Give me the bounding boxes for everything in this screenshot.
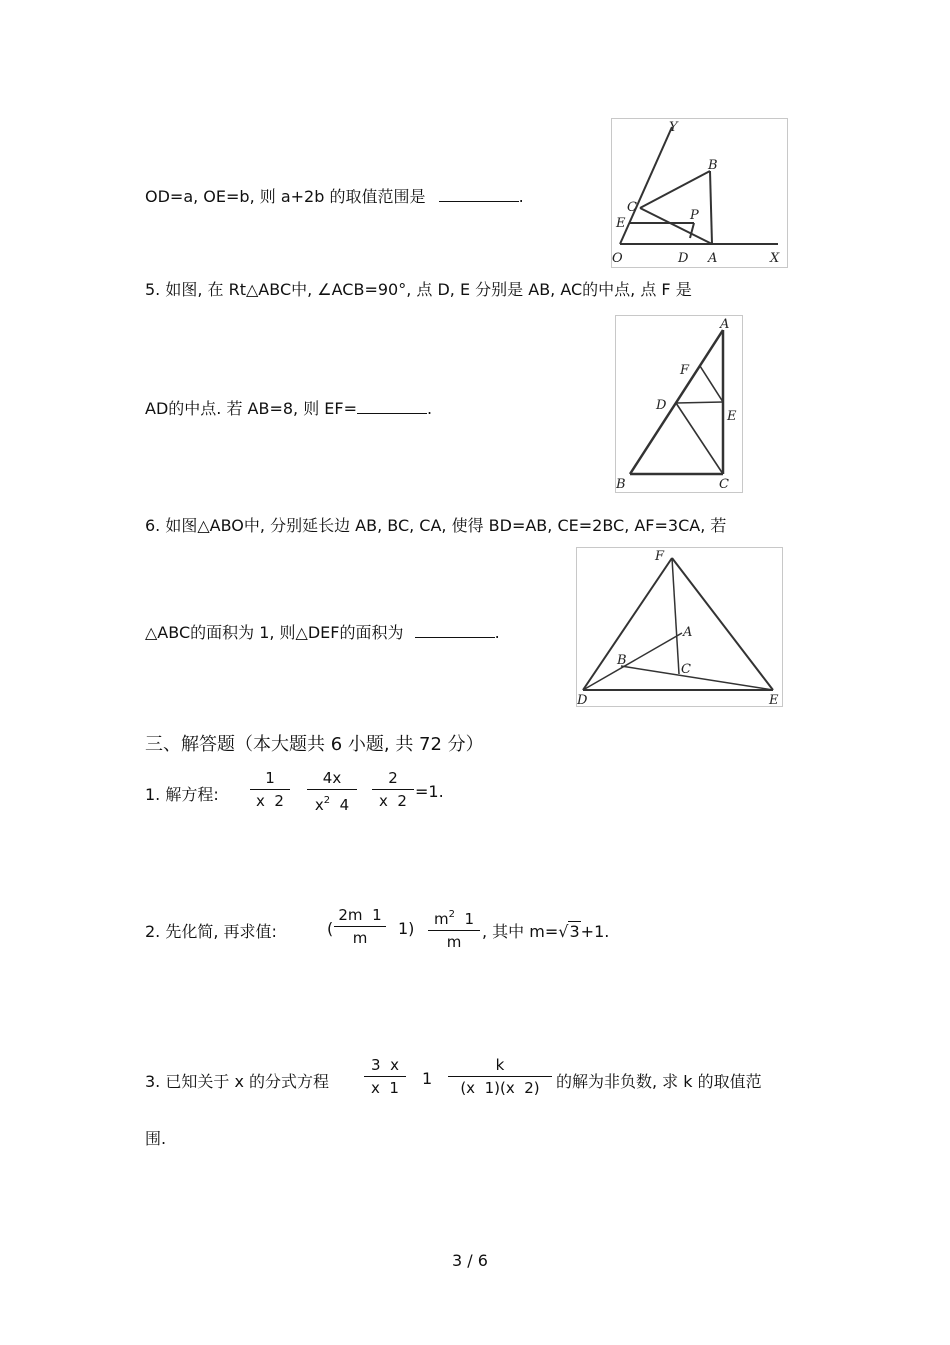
p2-tail xyxy=(482,919,609,942)
p1-f2-den-base: x xyxy=(314,796,324,814)
q4-figure-svg xyxy=(612,119,787,267)
q6-line-be xyxy=(621,666,773,690)
p2-f1-bar xyxy=(334,926,386,927)
p2-sqrt-sign: √ xyxy=(558,922,569,941)
q4-label-o: O xyxy=(612,251,623,266)
p1-fraction-1 xyxy=(250,768,290,811)
q5-figure-svg xyxy=(616,316,742,492)
q4-label-a: A xyxy=(708,251,718,266)
q6-label-a: A xyxy=(683,625,693,640)
q4-period: . xyxy=(518,187,524,206)
p3-f2-bar xyxy=(448,1076,552,1077)
q4-line-ba xyxy=(710,171,712,244)
q5-label-a: A xyxy=(720,317,730,332)
q4-text xyxy=(145,184,524,207)
q4-figure xyxy=(611,118,788,268)
q6-figure-svg xyxy=(577,548,782,706)
q6-figure xyxy=(576,547,783,707)
p2-f2-num xyxy=(428,905,480,929)
q6-label-e: E xyxy=(769,693,779,706)
q4-answer-blank xyxy=(439,187,519,202)
p1-f1-bar xyxy=(250,789,290,790)
p1-f2-den-exp: 2 xyxy=(323,795,331,806)
p1-f2-num: 4x xyxy=(322,769,342,787)
q6-line2 xyxy=(145,620,500,643)
p3-mid: 1 xyxy=(422,1069,433,1088)
p2-mid: 1) xyxy=(398,919,415,938)
q6-line1: 6. 如图△ABO中, 分别延长边 AB, BC, CA, 使得 BD=AB, CE=2BC, AF=3CA, 若 xyxy=(145,516,727,535)
q4-line-ca xyxy=(640,208,712,244)
p2-fraction-2 xyxy=(428,905,480,952)
p3-tail: 的解为非负数, 求 k 的取值范 xyxy=(556,1072,762,1091)
q6-line2-body: △ABC的面积为 1, 则△DEF的面积为 xyxy=(145,623,404,642)
q5-answer-blank xyxy=(357,399,427,414)
p2-open-paren: ( xyxy=(327,919,334,938)
q5-line1: 5. 如图, 在 Rt△ABC中, ∠ACB=90°, 点 D, E 分别是 AB, AC的中点, 点 F 是 xyxy=(145,280,692,299)
q4-label-b: B xyxy=(708,158,718,173)
p3-f1-bar xyxy=(364,1076,406,1077)
q6-period: . xyxy=(494,623,500,642)
q6-line-da xyxy=(583,633,682,690)
q6-label-f: F xyxy=(655,549,665,564)
q5-label-f: F xyxy=(680,363,690,378)
p3-line2: 围. xyxy=(145,1129,167,1148)
q6-label-c: C xyxy=(681,662,691,677)
p3-f1-num: 3 x xyxy=(371,1056,399,1074)
q5-period: . xyxy=(427,399,433,418)
p2-f2-bar xyxy=(428,930,480,931)
p2-f2-num-rest: 1 xyxy=(454,910,475,928)
q4-label-x: X xyxy=(770,251,780,266)
q5-label-d: D xyxy=(656,398,667,413)
p3-f1-den: x 1 xyxy=(371,1079,399,1097)
q5-label-b: B xyxy=(616,477,626,492)
q5-line-dc xyxy=(676,403,723,474)
p1-label: 1. 解方程: xyxy=(145,785,219,804)
p3-f2-num: k xyxy=(495,1056,505,1074)
p2-fraction-1 xyxy=(334,905,386,948)
q5-line-de xyxy=(676,402,723,403)
p3-fraction-2 xyxy=(448,1055,552,1098)
q5-figure xyxy=(615,315,743,493)
q6-label-b: B xyxy=(617,653,627,668)
p2-tail-condition: , 其中 m= xyxy=(482,922,559,941)
p1-f3-den: x 2 xyxy=(379,792,407,810)
q5-label-e: E xyxy=(727,409,737,424)
p2-f2-num-base: m xyxy=(433,910,449,928)
p2-tail-end: +1. xyxy=(580,922,610,941)
p2-sqrt-value: 3 xyxy=(569,922,580,941)
q4-line-oy xyxy=(620,127,672,244)
p1-tail: =1. xyxy=(415,782,444,801)
p2-f2-num-exp: 2 xyxy=(448,909,455,920)
q6-answer-blank xyxy=(415,623,495,638)
p1-fraction-2 xyxy=(307,768,357,815)
q6-label-d: D xyxy=(577,693,588,706)
p1-f1-den: x 2 xyxy=(256,792,284,810)
q5-line2-body: AD的中点. 若 AB=8, 则 EF= xyxy=(145,399,358,418)
p1-f1-num: 1 xyxy=(265,769,275,787)
q4-label-c: C xyxy=(627,200,637,215)
p1-f3-bar xyxy=(372,789,414,790)
q5-line2 xyxy=(145,396,432,419)
p2-label: 2. 先化简, 再求值: xyxy=(145,922,277,941)
page-number: 3 / 6 xyxy=(452,1251,488,1270)
p3-fraction-1 xyxy=(364,1055,406,1098)
p1-f2-den xyxy=(307,791,357,815)
p1-f3-num: 2 xyxy=(388,769,398,787)
p1-fraction-3 xyxy=(372,768,414,811)
p3-label: 3. 已知关于 x 的分式方程 xyxy=(145,1072,329,1091)
q4-label-p: P xyxy=(690,208,699,223)
p3-f2-den: (x 1)(x 2) xyxy=(460,1079,540,1097)
q5-line-fe xyxy=(700,366,723,402)
p2-f1-num: 2m 1 xyxy=(338,906,382,924)
q4-label-y: Y xyxy=(669,120,678,135)
q5-label-c: C xyxy=(719,477,729,492)
q6-line-fd xyxy=(583,558,672,690)
q4-label-d: D xyxy=(678,251,689,266)
section-3-title: 三、解答题（本大题共 6 小题, 共 72 分） xyxy=(145,734,484,755)
p1-f2-den-rest: 4 xyxy=(330,796,350,814)
p2-f2-den: m xyxy=(446,933,462,951)
q4-text-body: OD=a, OE=b, 则 a+2b 的取值范围是 xyxy=(145,187,426,206)
p2-f1-den: m xyxy=(352,929,368,947)
q6-line-fc xyxy=(672,558,679,674)
q4-label-e: E xyxy=(616,216,626,231)
p1-f2-bar xyxy=(307,789,357,790)
